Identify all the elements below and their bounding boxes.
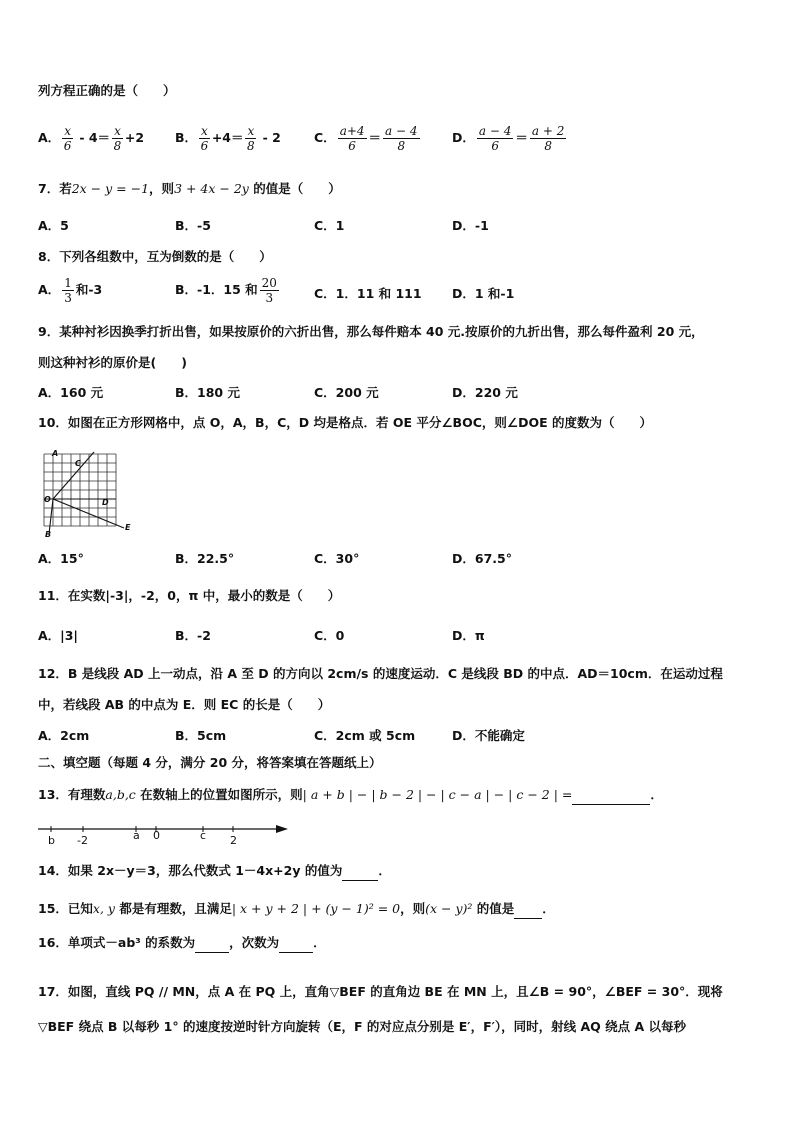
tick-label-b: b: [48, 834, 55, 847]
q6-option-d[interactable]: D． $\frac{a - 4}{6}$ ＝ $\frac{a + 2}{8}$: [452, 124, 565, 153]
question-10-stem: 10．如图在正方形网格中，点 O，A，B，C，D 均是格点．若 OE 平分∠BOC，则∠DOE 的度数为（ ）: [38, 415, 652, 430]
label-C: C: [75, 459, 81, 468]
question-15-stem: 15．已知x, y 都是有理数，且满足| x + y + 2 | + (y − 1)² = 0，则(x − y)² 的值是 ．: [38, 900, 555, 919]
q10-option-a[interactable]: A．15°: [38, 551, 84, 566]
q15-answer-blank[interactable]: [514, 900, 542, 919]
question-11-stem: 11．在实数|-3|，-2，0，π 中，最小的数是（ ）: [38, 588, 341, 603]
q11-option-d[interactable]: D．π: [452, 628, 485, 643]
q13-answer-blank[interactable]: [572, 786, 650, 805]
q9-option-d[interactable]: D．220 元: [452, 385, 518, 400]
q11-option-c[interactable]: C．0: [314, 628, 345, 643]
question-17-stem-line1: 17．如图，直线 PQ // MN，点 A 在 PQ 上，直角▽BEF 的直角边 BE 在 MN 上，且∠B = 90°，∠BEF = 30°．现将: [38, 984, 723, 999]
question-8-stem: 8．下列各组数中，互为倒数的是（ ）: [38, 249, 272, 264]
question-14-stem: 14．如果 2x－y＝3，那么代数式 1－4x+2y 的值为 ．: [38, 862, 391, 881]
section-heading: 二、填空题（每题 4 分，满分 20 分，将答案填在答题纸上）: [38, 755, 382, 770]
question-7-stem: 7．若2x − y = −1，则3 + 4x − 2y 的值是（ ）: [38, 181, 341, 196]
label-E: E: [125, 523, 131, 532]
q7-option-b[interactable]: B．-5: [175, 218, 211, 233]
q8-option-c[interactable]: C．1．11 和 111: [314, 286, 422, 301]
label-A: A: [52, 449, 59, 458]
q6-option-c[interactable]: C． $\frac{a+4}{6}$ ＝ $\frac{a - 4}{8}$: [314, 124, 418, 153]
question-17-stem-line2: ▽BEF 绕点 B 以每秒 1° 的速度按逆时针方向旋转（E，F 的对应点分别是 E′，F′），同时，射线 AQ 绕点 A 以每秒: [38, 1019, 687, 1034]
q8-option-b[interactable]: B．-1．15 和 $\frac{20}{3}$: [175, 276, 277, 305]
tick-label-0: 0: [153, 829, 160, 842]
q7-option-a[interactable]: A．5: [38, 218, 69, 233]
question-6-stem: 列方程正确的是（ ）: [38, 83, 176, 98]
label-B: B: [45, 530, 52, 539]
tick-label-c: c: [200, 829, 207, 842]
q9-option-b[interactable]: B．180 元: [175, 385, 240, 400]
q7-option-d[interactable]: D．-1: [452, 218, 489, 233]
question-12-stem-line2: 中，若线段 AB 的中点为 E．则 EC 的长是（ ）: [38, 697, 331, 712]
q9-option-c[interactable]: C．200 元: [314, 385, 379, 400]
q10-option-b[interactable]: B．22.5°: [175, 551, 235, 566]
tick-label-neg2: -2: [77, 834, 88, 847]
q16-degree-blank[interactable]: [279, 934, 313, 953]
axis-arrow: [276, 825, 288, 833]
tick-label-a: a: [133, 829, 140, 842]
question-16-stem: 16．单项式－ab³ 的系数为 ，次数为 ．: [38, 934, 326, 953]
question-9-stem-line1: 9．某种衬衫因换季打折出售，如果按原价的六折出售，那么每件赔本 40 元.按原价的九折出售，那么每件盈利 20 元，: [38, 324, 704, 339]
q11-option-a[interactable]: A．|3|: [38, 628, 79, 643]
q9-option-a[interactable]: A．160 元: [38, 385, 104, 400]
question-13-stem: 13．有理数a,b,c 在数轴上的位置如图所示，则| a + b | − | b − 2 | − | c − a | − | c − 2 | = ．: [38, 786, 663, 805]
q12-option-d[interactable]: D．不能确定: [452, 728, 525, 743]
q14-answer-blank[interactable]: [342, 862, 378, 881]
q12-option-a[interactable]: A．2cm: [38, 728, 90, 743]
rays: [44, 452, 124, 534]
q8-option-a[interactable]: A． $\frac{1}{3}$ 和-3: [38, 276, 103, 305]
label-D: D: [102, 498, 109, 507]
q10-option-d[interactable]: D．67.5°: [452, 551, 512, 566]
q10-option-c[interactable]: C．30°: [314, 551, 360, 566]
q7-option-c[interactable]: C．1: [314, 218, 345, 233]
question-12-stem-line1: 12．B 是线段 AD 上一动点，沿 A 至 D 的方向以 2cm/s 的速度运动．C 是线段 BD 的中点．AD＝10cm．在运动过程: [38, 666, 723, 681]
grid-figure: [38, 448, 138, 540]
q11-option-b[interactable]: B．-2: [175, 628, 211, 643]
q12-option-c[interactable]: C．2cm 或 5cm: [314, 728, 416, 743]
label-O: O: [44, 495, 51, 504]
q6-option-a[interactable]: A． $\frac{x}{6}$ - 4＝ $\frac{x}{8}$ +2: [38, 124, 145, 153]
q16-coefficient-blank[interactable]: [195, 934, 229, 953]
q8-option-d[interactable]: D．1 和-1: [452, 286, 515, 301]
q6-option-b[interactable]: B． $\frac{x}{6}$ +4＝ $\frac{x}{8}$ - 2: [175, 124, 281, 153]
tick-label-2: 2: [230, 834, 237, 847]
number-line: [36, 820, 296, 848]
question-9-stem-line2: 则这种衬衫的原价是( ): [38, 355, 187, 370]
q12-option-b[interactable]: B．5cm: [175, 728, 227, 743]
